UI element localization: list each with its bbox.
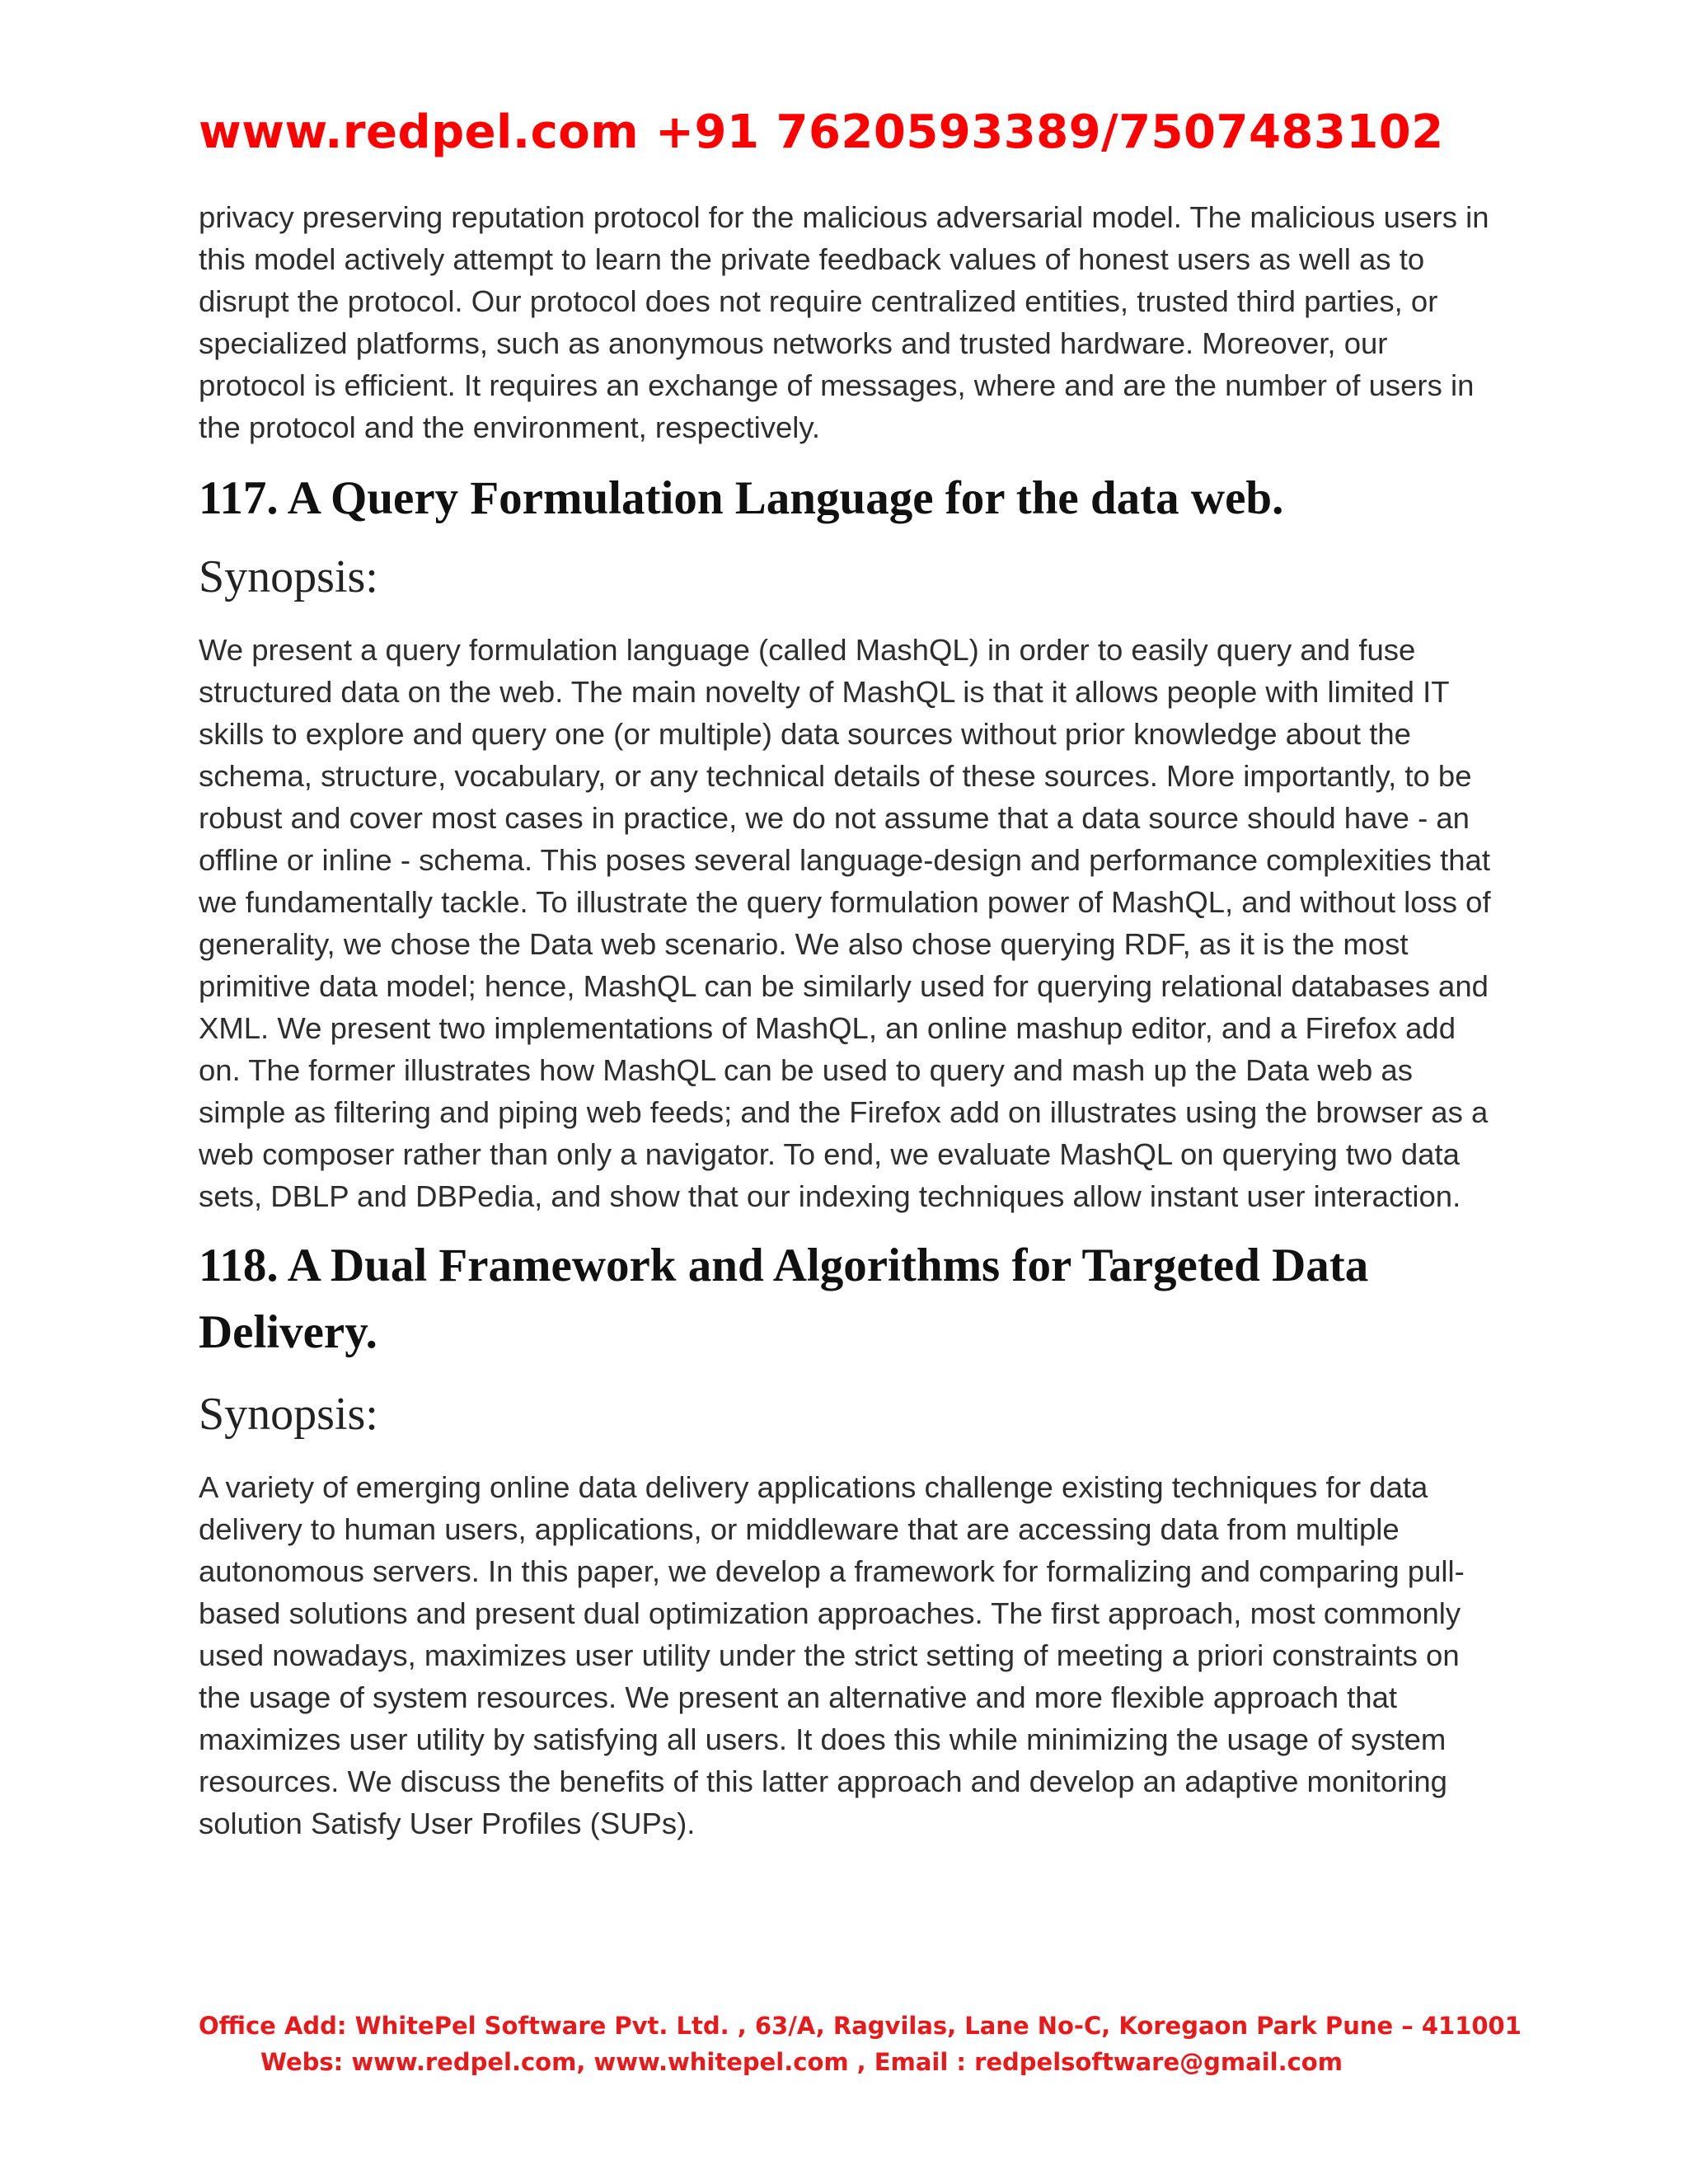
section-117-title: 117. A Query Formulation Language for the data web. — [199, 472, 1284, 524]
footer-web-email: Webs: www.redpel.com, www.whitepel.com , Email : redpelsoftware@gmail.com — [260, 2048, 1343, 2076]
section-118-body: A variety of emerging online data delivery applications challenge existing techniques for data delivery to human users, applications, or middleware that are accessing data from multiple autonomous servers. In this paper, we develop a framework for formalizing and comparing pull-based solutions and present dual optimization approaches. The first approach, most commonly used nowadays, maximizes user utility under the strict setting of meeting a priori constraints on the usage of system resources. We present an alternative and more flexible approach that maximizes user utility by satisfying all users. It does this while minimizing the usage of system resources. We discuss the benefits of this latter approach and develop an adaptive monitoring solution Satisfy User Profiles (SUPs). — [199, 1470, 1465, 1840]
contact-header: www.redpel.com +91 7620593389/7507483102 — [199, 105, 1444, 159]
intro-paragraph: privacy preserving reputation protocol for the malicious adversarial model. The malicious users in this model actively attempt to learn the private feedback values of honest users as well as to disrupt the protocol. Our protocol does not require centralized entities, trusted third parties, or specialized platforms, such as anonymous networks and trusted hardware. Moreover, our protocol is efficient. It requires an exchange of messages, where and are the number of users in the protocol and the environment, respectively. — [199, 200, 1489, 444]
section-118-synopsis-label: Synopsis: — [199, 1389, 378, 1440]
page-content — [199, 196, 1501, 1844]
section-117-synopsis-label: Synopsis: — [199, 551, 378, 602]
section-118-title: 118. A Dual Framework and Algorithms for Targeted Data Delivery. — [199, 1240, 1369, 1358]
section-117-body: We present a query formulation language (called MashQL) in order to easily query and fuse structured data on the web. The main novelty of MashQL is that it allows people with limited IT skills to explore and query one (or multiple) data sources without prior knowledge about the schema, structure, vocabulary, or any technical details of these sources. More importantly, to be robust and cover most cases in practice, we do not assume that a data source should have - an offline or inline - schema. This poses several language-design and performance complexities that we fundamentally tackle. To illustrate the query formulation power of MashQL, and without loss of generality, we chose the Data web scenario. We also chose querying RDF, as it is the most primitive data model; hence, MashQL can be similarly used for querying relational databases and XML. We present two implementations of MashQL, an online mashup editor, and a Firefox add on. The former illustrates how MashQL can be used to query and mash up the Data web as simple as filtering and piping web feeds; and the Firefox add on illustrates using the browser as a web composer rather than only a navigator. To end, we evaluate MashQL on querying two data sets, DBLP and DBPedia, and show that our indexing techniques allow instant user interaction. — [199, 633, 1491, 1213]
footer-address: Office Add: WhitePel Software Pvt. Ltd. , 63/A, Ragvilas, Lane No-C, Koregaon Park Pune – 411001 — [199, 2012, 1522, 2040]
